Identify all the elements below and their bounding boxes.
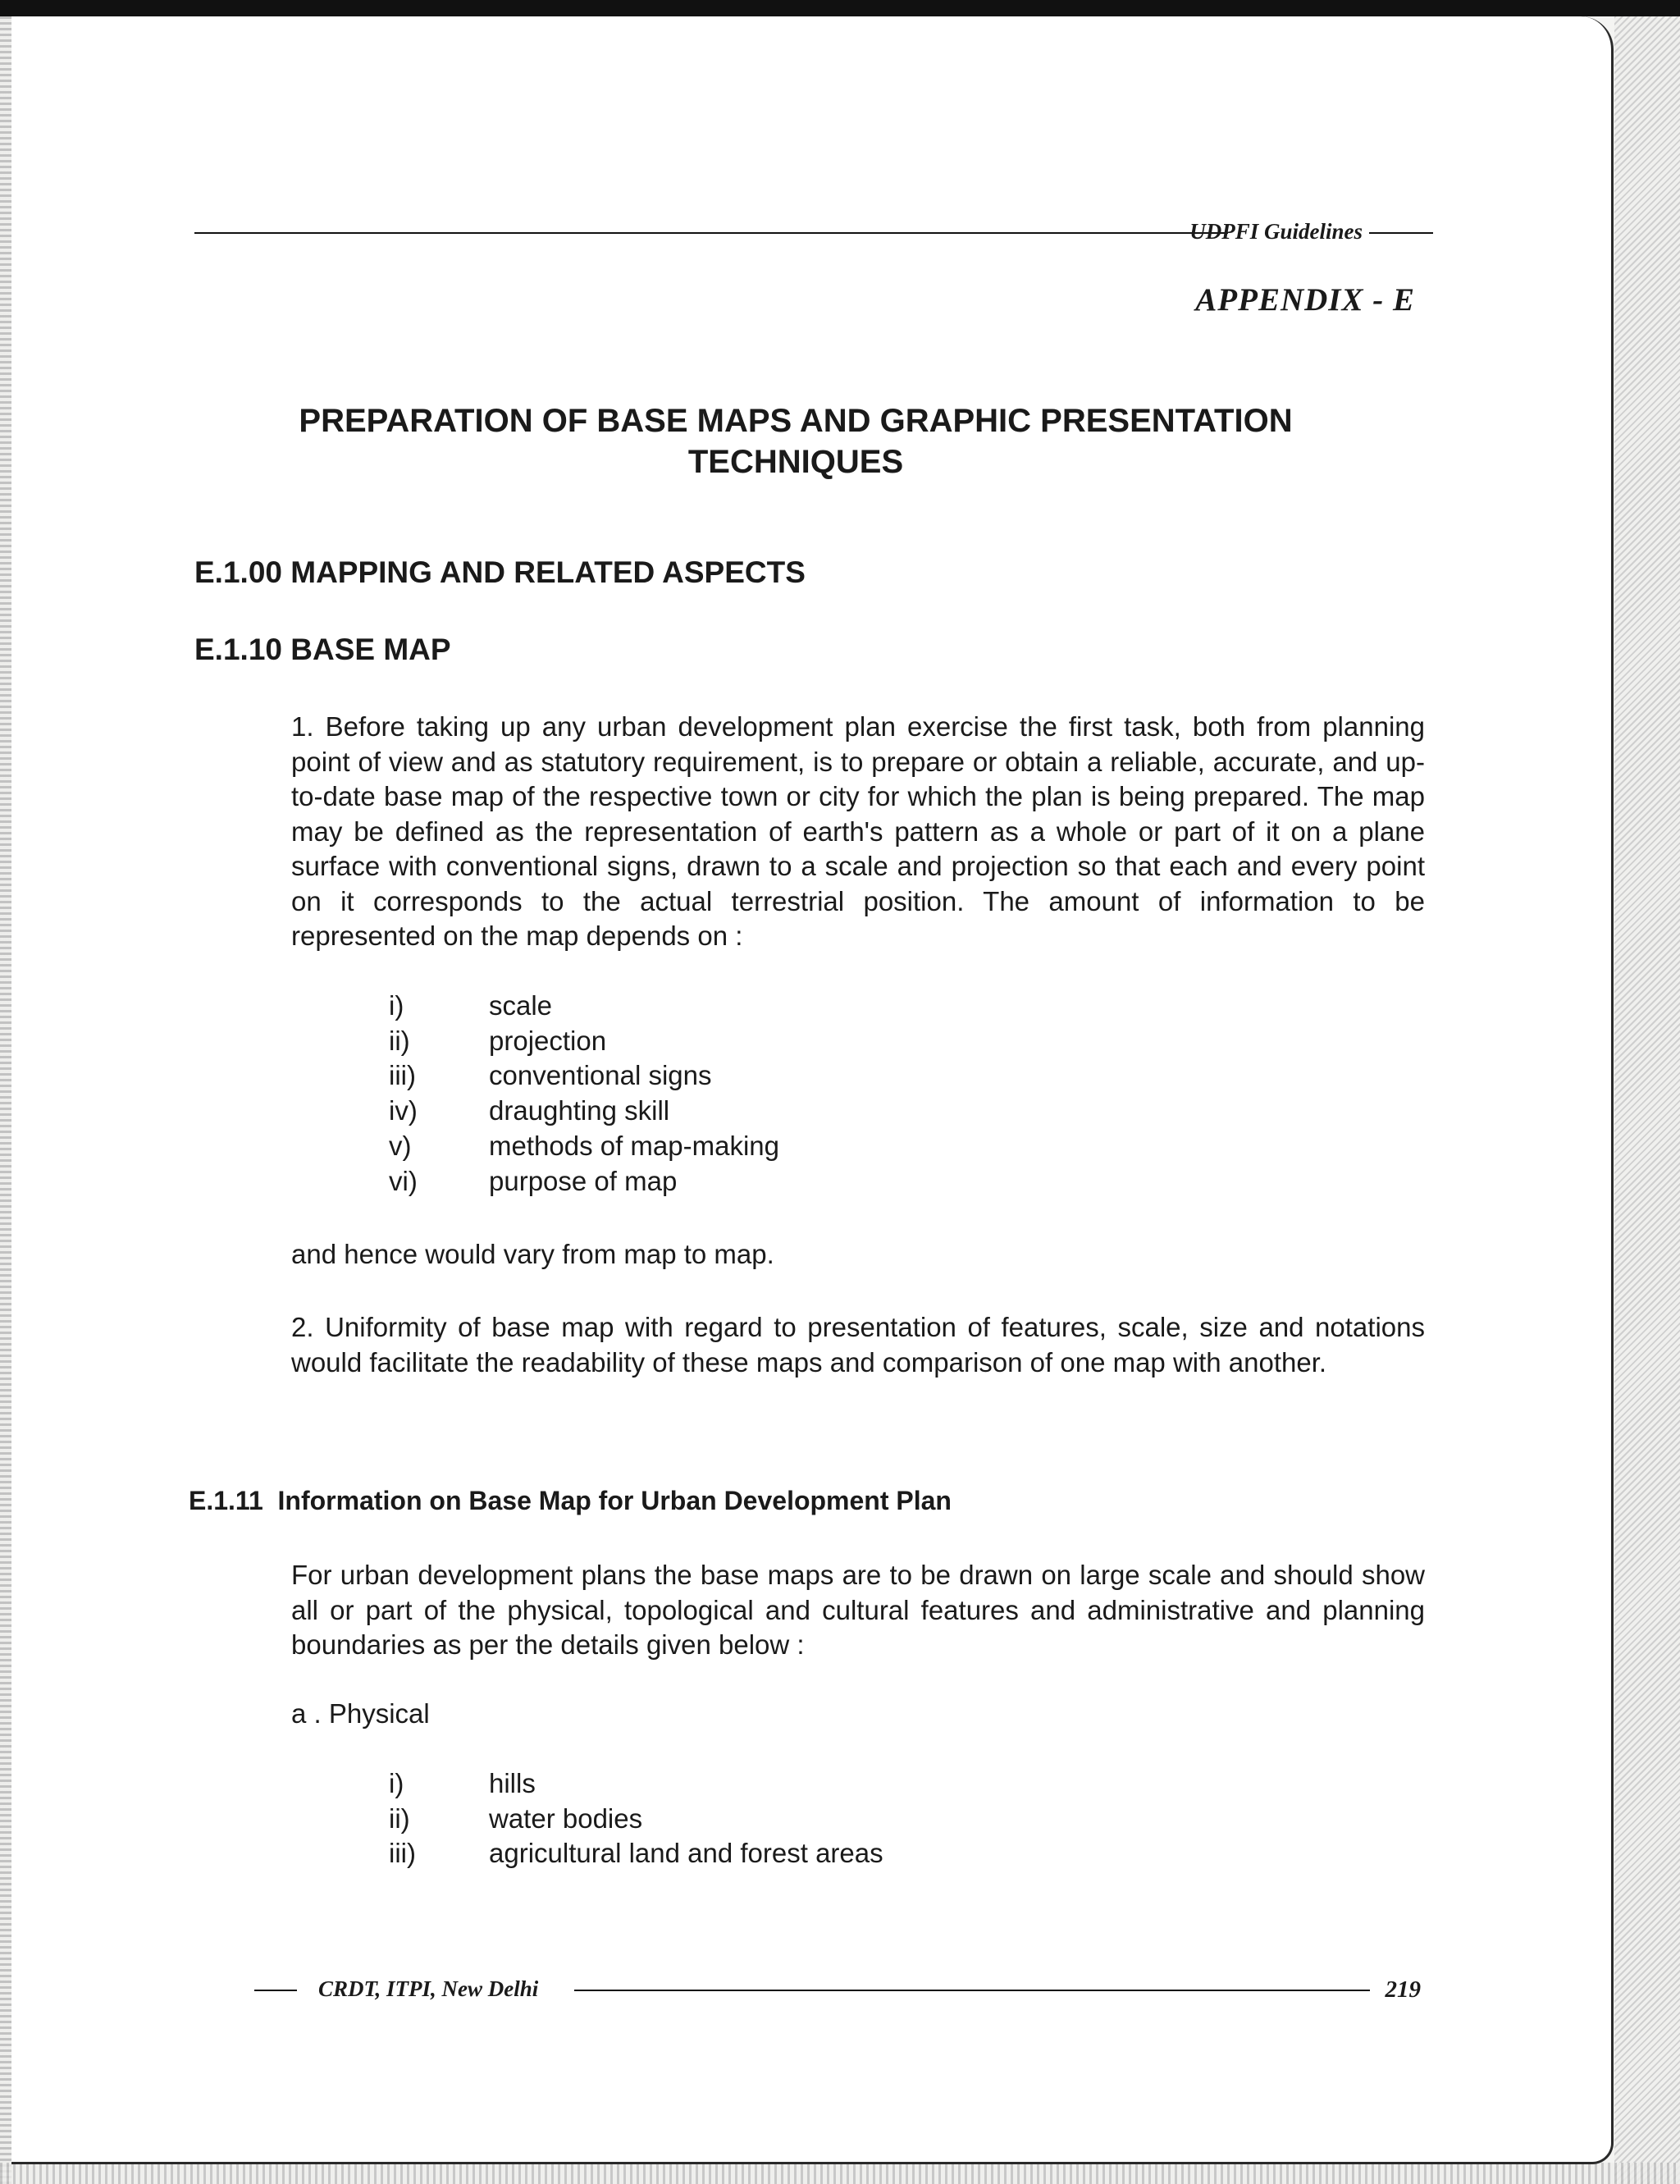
section-heading-e111 bbox=[189, 1486, 952, 1516]
list-item: iv) draughting skill bbox=[389, 1095, 670, 1126]
list-item: v) methods of map-making bbox=[389, 1130, 779, 1161]
subheading-physical: a . Physical bbox=[291, 1698, 430, 1729]
header-rule-right bbox=[1369, 232, 1433, 234]
header-rule-left bbox=[194, 232, 1228, 234]
list-item: i) hills bbox=[389, 1768, 536, 1798]
list-item: iii) agricultural land and forest areas bbox=[389, 1838, 883, 1869]
physical-features-list bbox=[389, 1766, 883, 1871]
paragraph-after-list: and hence would vary from map to map. bbox=[291, 1239, 774, 1269]
scan-right-edge bbox=[1614, 16, 1680, 2184]
running-header bbox=[194, 216, 1433, 249]
appendix-label: APPENDIX - E bbox=[1195, 282, 1415, 318]
footer-rule-left bbox=[254, 1990, 297, 1991]
map-factors-list bbox=[389, 989, 779, 1199]
paragraph-2: 2. Uniformity of base map with regard to presentation of features, scale, size and notations would facilitate the readability of these maps and comparison of one map with another. bbox=[291, 1312, 1425, 1378]
running-footer bbox=[254, 1972, 1427, 2004]
section-title: Information on Base Map for Urban Development Plan bbox=[277, 1486, 952, 1515]
page-title bbox=[230, 400, 1362, 482]
paragraph-3: For urban development plans the base maps are to be drawn on large scale and should show all or part of the physical, topological and cultural features and administrative and planning boundaries as per the details given below : bbox=[291, 1560, 1425, 1660]
footer-org: CRDT, ITPI, New Delhi bbox=[318, 1976, 539, 2001]
footer-rule-right bbox=[574, 1990, 1370, 1991]
list-item: ii) projection bbox=[389, 1025, 607, 1056]
page-title-line-1: PREPARATION OF BASE MAPS AND GRAPHIC PRESENTATION bbox=[299, 403, 1293, 439]
section-number: E.1.11 bbox=[189, 1486, 263, 1515]
paragraph-1: 1. Before taking up any urban development plan exercise the first task, both from planning point of view and as statutory requirement, is to prepare or obtain a reliable, accurate, and up-to-date base map of the respective town or city for which the plan is being prepared. The map may be defined as the representation of earth's pattern as a whole or part of it on a plane surface with conventional signs, drawn to a scale and projection so that each and every point on it corresponds to the actual terrestrial position. The amount of information to be represented on the map depends on : bbox=[291, 711, 1425, 951]
scan-bottom-edge bbox=[0, 2163, 1680, 2184]
running-title: UDPFI Guidelines bbox=[1189, 219, 1363, 244]
list-item: vi) purpose of map bbox=[389, 1165, 678, 1196]
section-heading-e110: E.1.10 BASE MAP bbox=[194, 633, 451, 666]
list-item: iii) conventional signs bbox=[389, 1060, 712, 1091]
list-item: ii) water bodies bbox=[389, 1802, 643, 1834]
scan-top-border bbox=[0, 0, 1680, 16]
page-title-line-2: TECHNIQUES bbox=[687, 444, 904, 480]
section-heading-e100: E.1.00 MAPPING AND RELATED ASPECTS bbox=[194, 555, 806, 589]
list-item: i) scale bbox=[389, 990, 553, 1021]
scan-left-edge bbox=[0, 16, 11, 2184]
page-number: 219 bbox=[1385, 1976, 1421, 2003]
